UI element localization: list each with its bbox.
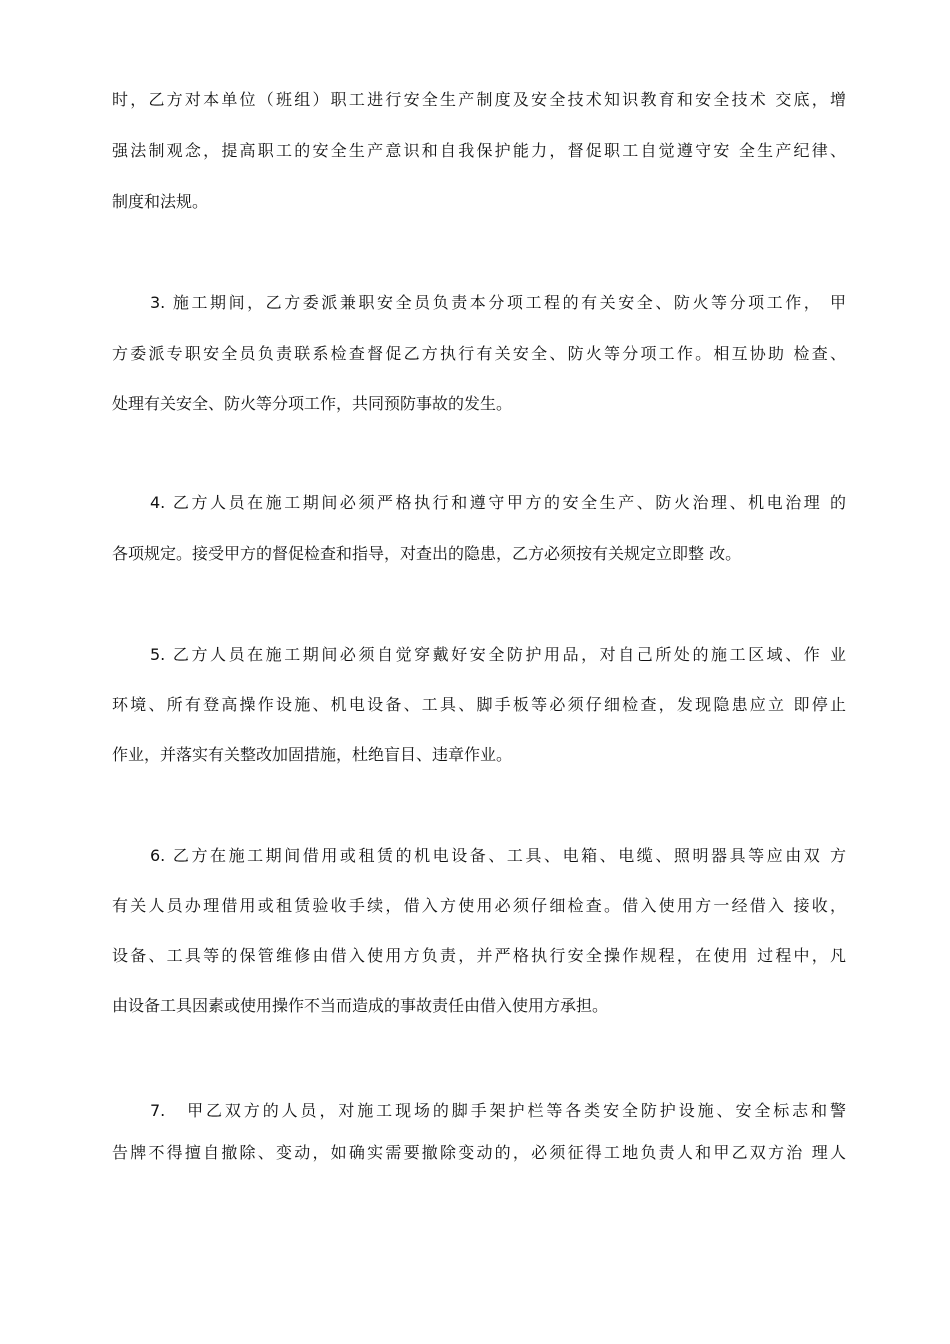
text-line: 由设备工具因素或使用操作不当而造成的事故责任由借入使用方承担。 [112, 996, 609, 1015]
text-line: 设备、工具等的保管维修由借入使用方负责，并严格执行安全操作规程，在使用 过程中，凡 [112, 946, 846, 965]
text-line: 6. 乙方在施工期间借用或租赁的机电设备、工具、电箱、电缆、照明器具等应由双 方 [150, 846, 846, 865]
text-line: 强法制观念，提高职工的安全生产意识和自我保护能力，督促职工自觉遵守安 全生产纪律、 [112, 141, 846, 160]
text-line: 处理有关安全、防火等分项工作，共同预防事故的发生。 [112, 394, 513, 413]
text-line: 4. 乙方人员在施工期间必须严格执行和遵守甲方的安全生产、防火治理、机电治理 的 [150, 493, 846, 512]
text-line: 作业，并落实有关整改加固措施，杜绝盲目、违章作业。 [112, 745, 513, 764]
text-line: 各项规定。接受甲方的督促检查和指导，对查出的隐患，乙方必须按有关规定立即整 改。 [112, 544, 742, 563]
text-line: 制度和法规。 [112, 192, 209, 211]
text-line: 有关人员办理借用或租赁验收手续，借入方使用必须仔细检查。借入使用方一经借入 接收， [112, 896, 846, 915]
text-line: 方委派专职安全员负责联系检查督促乙方执行有关安全、防火等分项工作。相互协助 检查、 [112, 344, 846, 363]
text-line: 3. 施工期间，乙方委派兼职安全员负责本分项工程的有关安全、防火等分项工作， 甲 [150, 293, 846, 312]
text-line: 时，乙方对本单位（班组）职工进行安全生产制度及安全技术知识教育和安全技术 交底，增 [112, 90, 846, 109]
text-line: 5. 乙方人员在施工期间必须自觉穿戴好安全防护用品，对自己所处的施工区域、作 业 [150, 645, 846, 664]
text-line: 环境、所有登高操作设施、机电设备、工具、脚手板等必须仔细检查，发现隐患应立 即停止 [112, 695, 846, 714]
text-line: 告牌不得擅自撤除、变动，如确实需要撤除变动的，必须征得工地负责人和甲乙双方治 理人 [112, 1143, 846, 1162]
text-line: 7. 甲乙双方的人员，对施工现场的脚手架护栏等各类安全防护设施、安全标志和警 [150, 1101, 846, 1120]
